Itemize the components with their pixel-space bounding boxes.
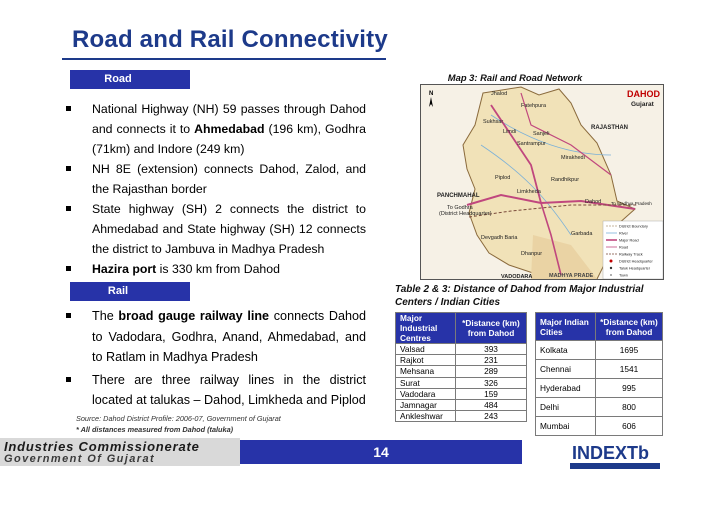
table-row (536, 360, 663, 379)
road-bullet (66, 199, 366, 259)
rail-section-header (70, 282, 190, 301)
legend-item: Road (619, 245, 629, 250)
north-arrow-icon: N (429, 91, 434, 97)
map-place-label: Sanjeli (533, 131, 550, 137)
map-place-label: Jhalod (491, 91, 508, 97)
logo-underline (570, 463, 660, 469)
indextb-logo (570, 441, 660, 463)
table-row (396, 377, 527, 388)
road-bullet (66, 159, 366, 199)
table-header: *Distance (km) from Dahod (456, 313, 527, 344)
distance-cell: 995 (596, 379, 663, 398)
map-place-label: Dahod (585, 199, 602, 205)
table-caption: Table 2 & 3: Distance of Dahod from Major Industrial Centers / Indian Cities (395, 284, 644, 308)
map-place-label: Dhanpur (521, 251, 543, 257)
bullet-square-icon (66, 166, 71, 171)
bullet-text-post: is 330 km from Dahod (156, 262, 280, 276)
map-place-label: Limkheda (517, 189, 541, 195)
map-place-label: Devgadh Baria (481, 235, 518, 241)
location-cell: Hyderabad (536, 379, 596, 398)
location-cell: Mumbai (536, 417, 596, 436)
rail-section-label: Rail (107, 285, 129, 297)
table-row (536, 417, 663, 436)
page-number: 14 (373, 444, 389, 460)
location-cell: Vadodara (396, 388, 456, 399)
table-header: *Distance (km) from Dahod (596, 313, 663, 341)
location-cell: Surat (396, 377, 456, 388)
distance-cell: 1541 (596, 360, 663, 379)
rail-bullet (66, 306, 366, 368)
legend-item: Taluk Headquarter (619, 266, 651, 271)
location-cell: Mehsana (396, 366, 456, 377)
table-row (396, 366, 527, 377)
indian-cities-table (535, 312, 663, 436)
org-government: Government Of Gujarat (4, 453, 156, 465)
distance-cell: 484 (456, 399, 527, 410)
location-cell: Ankleshwar (396, 411, 456, 422)
table-row (396, 388, 527, 399)
bullet-text-pre: NH 8E (extension) connects Dahod, Zalod, and the Rajasthan border (92, 162, 366, 196)
bullet-square-icon (66, 106, 71, 111)
map-place-label: VADODARA (501, 274, 533, 280)
title-underline (62, 58, 386, 60)
bullet-text-post: connects Dahod to Vadodara, Godhra, Anand, Ahmedabad, and to Ratlam in Madhya Pradesh (92, 309, 366, 364)
map-subheading: Gujarat (631, 101, 654, 108)
map-place-label: Santrampur (517, 141, 546, 147)
location-cell: Kolkata (536, 341, 596, 360)
road-section-label: Road (104, 73, 132, 85)
location-cell: Rajkot (396, 355, 456, 366)
map-place-label: To Madhya Pradesh (611, 201, 652, 206)
source-note: Source: Dahod District Profile: 2006-07, Government of Gujarat (76, 414, 281, 423)
road-bullet (66, 259, 366, 279)
bullet-text-bold: Hazira port (92, 262, 157, 276)
map-place-label: Randhikpur (551, 177, 580, 183)
distance-cell: 1695 (596, 341, 663, 360)
rail-bullet-list (66, 306, 366, 413)
legend-item: District Boundary (619, 224, 648, 229)
map-place-label: To Godhra (447, 205, 473, 211)
bullet-text-pre: There are three railway lines in the district located at talukas – Dahod, Limkheda and Piplod (92, 372, 366, 407)
table-row (396, 399, 527, 410)
legend-item: District Headquarter (619, 259, 653, 264)
road-section-header (70, 70, 190, 89)
bullet-text-pre: State highway (SH) 2 connects the district to Ahmedabad and State highway (SH) 12 connects the district to Jambuva in Madhya Pradesh (92, 202, 366, 256)
map-place-label: Sukhsar (483, 119, 504, 125)
distance-cell: 159 (456, 388, 527, 399)
distance-cell: 231 (456, 355, 527, 366)
table-row (396, 411, 527, 422)
bullet-text-pre: National Highway (NH) 59 passes through Dahod and connects it to (92, 102, 366, 136)
legend-item: Town (619, 273, 628, 278)
bullet-square-icon (66, 377, 71, 382)
map-place-label: Mirakhedi (561, 155, 585, 161)
location-cell: Delhi (536, 398, 596, 417)
distance-cell: 289 (456, 366, 527, 377)
map-place-label: RAJASTHAN (591, 125, 629, 131)
north-arrow-icon (429, 97, 433, 107)
industrial-centres-table (395, 312, 527, 422)
bullet-square-icon (66, 206, 71, 211)
location-cell: Chennai (536, 360, 596, 379)
legend-item: Railway Track (619, 252, 643, 257)
map-image (421, 85, 664, 280)
district-map (420, 84, 664, 280)
distance-cell: 243 (456, 411, 527, 422)
bullet-text-post: (196 km), Godhra (71km) and Indore (249 km) (92, 122, 367, 156)
table-row (536, 379, 663, 398)
distance-cell: 606 (596, 417, 663, 436)
distance-cell: 326 (456, 377, 527, 388)
legend-item: River (619, 231, 628, 236)
table-row (536, 341, 663, 360)
table-row (396, 344, 527, 355)
location-cell: Valsad (396, 344, 456, 355)
bullet-text-bold: broad gauge railway line (118, 309, 270, 323)
table-header: Major Industrial Centres (396, 313, 456, 344)
map-place-label: Fatehpura (521, 103, 547, 109)
road-bullet-list (66, 99, 366, 279)
map-caption: Map 3: Rail and Road Network (447, 72, 583, 83)
bullet-square-icon (66, 266, 71, 271)
distance-note: * All distances measured from Dahod (taluka) (76, 425, 234, 434)
bullet-text-pre: The (92, 309, 119, 323)
map-place-label: MADHYA PRADE (549, 273, 594, 279)
bullet-text-bold: Ahmedabad (194, 122, 265, 136)
distance-cell: 800 (596, 398, 663, 417)
map-place-label: PANCHMAHAL (437, 193, 480, 199)
map-place-label: Piplod (495, 175, 511, 181)
bullet-square-icon (66, 313, 71, 318)
map-place-label: (District Headquarter) (439, 211, 492, 217)
map-place-label: Garbada (571, 231, 593, 237)
table-row (536, 398, 663, 417)
map-heading: DAHOD (627, 89, 660, 99)
rail-bullet (66, 370, 366, 411)
location-cell: Jamnagar (396, 399, 456, 410)
page-title: Road and Rail Connectivity (72, 26, 388, 53)
legend-item: Major Road (619, 238, 639, 243)
org-name: Industries Commissionerate (4, 439, 200, 454)
map-place-label: Limdi (503, 129, 517, 135)
road-bullet (66, 99, 366, 159)
logo-text: INDEXTb (572, 443, 650, 463)
table-row (396, 355, 527, 366)
table-header: Major Indian Cities (536, 313, 596, 341)
distance-cell: 393 (456, 344, 527, 355)
